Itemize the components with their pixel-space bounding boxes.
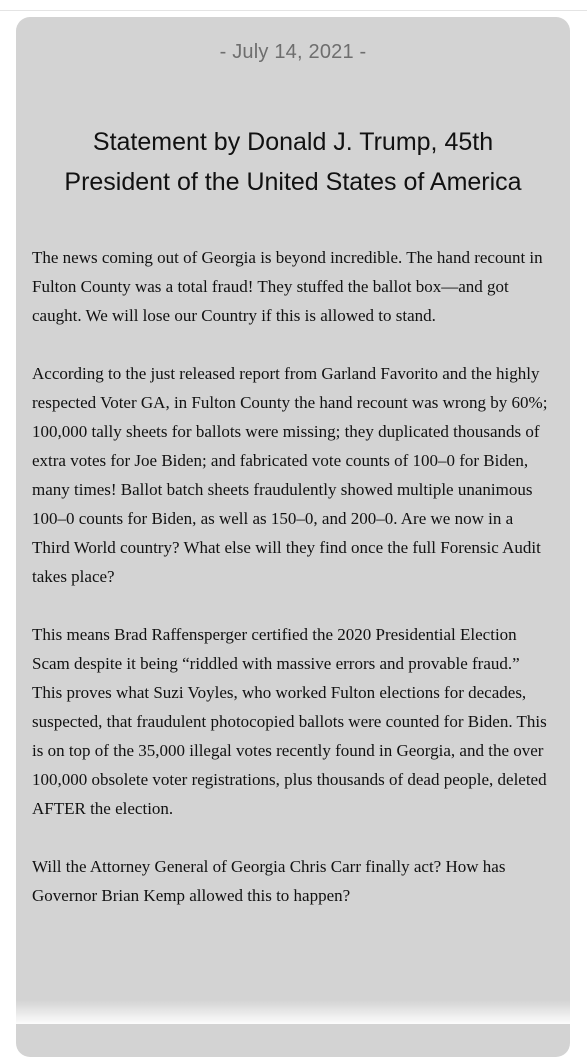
paragraph-4: Will the Attorney General of Georgia Chris Carr finally act? How has Governor Brian Kemp allowed this to happen? (32, 857, 506, 905)
statement-date: - July 14, 2021 - (219, 41, 367, 63)
bottom-fade (0, 1000, 587, 1024)
paragraph-2: According to the just released report from Garland Favorito and the highly respected Voter GA, in Fulton County the hand recount was wrong by 60%; 100,000 tally sheets for ballots were missing; they duplicated thousands of extra votes for Joe Biden; and fabricated vote counts of 100–0 for Biden, many times! Ballot batch sheets fraudulently showed multiple unanimous 100–0 counts for Biden, as well as 150–0, and 200–0. Are we now in a Third World country? What else will they find once the full Forensic Audit takes place? (32, 364, 548, 586)
paragraph-1: The news coming out of Georgia is beyond incredible. The hand recount in Fulton County was a total fraud! They stuffed the ballot box—and got caught. We will lose our Country if this is allowed to stand. (32, 248, 543, 325)
paragraph-3: This means Brad Raffensperger certified the 2020 Presidential Election Scam despite it being “riddled with massive errors and provable fraud.” This proves what Suzi Voyles, who worked Fulton elections for decades, suspected, that fraudulent photocopied ballots were counted for Biden. This is on top of the 35,000 illegal votes recently found in Georgia, and the over 100,000 obsolete voter registrations, plus thousands of dead people, deleted AFTER the election. (32, 625, 547, 818)
statement-body (32, 243, 554, 910)
top-divider (0, 10, 587, 11)
statement-title: Statement by Donald J. Trump, 45th President of the United States of America (64, 128, 522, 196)
statement-card (16, 17, 570, 1057)
